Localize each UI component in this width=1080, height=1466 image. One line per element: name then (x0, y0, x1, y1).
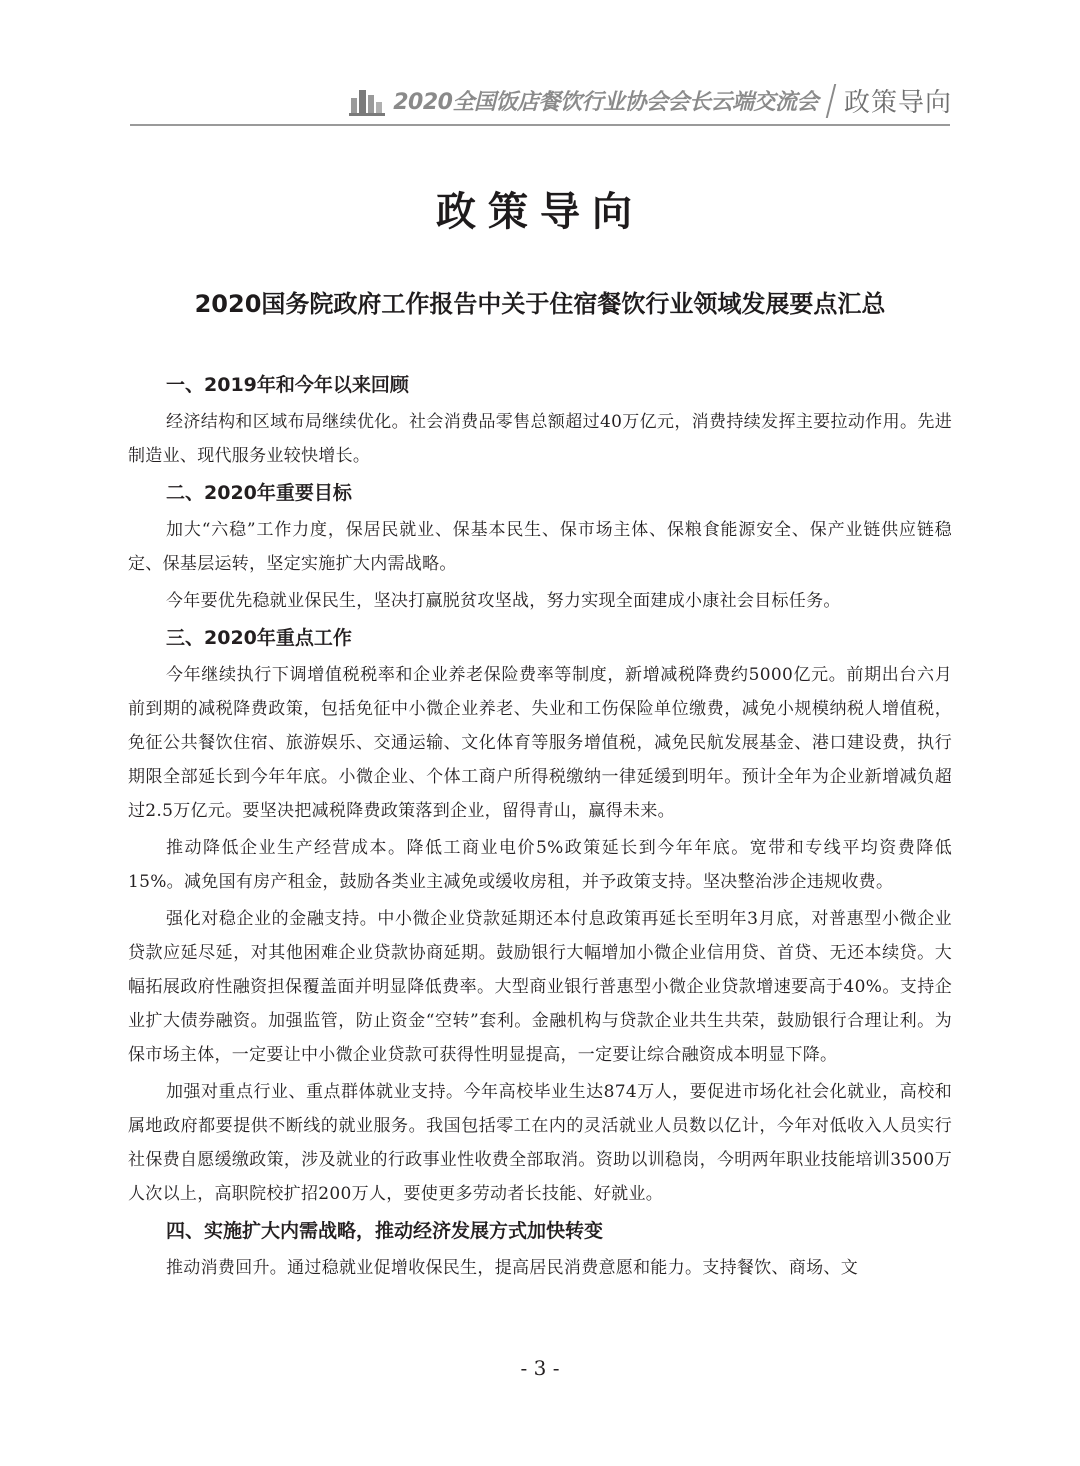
event-title: 2020全国饭店餐饮行业协会会长云端交流会 (393, 90, 818, 115)
paragraph: 今年要优先稳就业保民生，坚决打赢脱贫攻坚战，努力实现全面建成小康社会目标任务。 (166, 591, 841, 611)
paragraph: 推动消费回升。通过稳就业促增收保民生，提高居民消费意愿和能力。支持餐饮、商场、文 (166, 1258, 858, 1278)
building-logo-icon (349, 86, 385, 116)
paragraph: 推动降低企业生产经营成本。降低工商业电价5%政策延长到今年年底。宽带和专线平均资费降低15%。减免国有房产租金，鼓励各类业主减免或缓收房租，并予政策支持。坚决整治涉企违规收费。 (128, 838, 952, 892)
section-heading: 四、实施扩大内需战略，推动经济发展方式加快转变 (166, 1220, 604, 1242)
paragraph: 加强对重点行业、重点群体就业支持。今年高校毕业生达874万人，要促进市场化社会化就业，高校和属地政府都要提供不断线的就业服务。我国包括零工在内的灵活就业人员数以亿计，今年对低收入人员实行社保费自愿缓缴政策，涉及就业的行政事业性收费全部取消。资助以训稳岗，今明两年职业技能培训3500万人次以上，高职院校扩招200万人，要使更多劳动者长技能、好就业。 (128, 1082, 952, 1204)
paragraph: 今年继续执行下调增值税税率和企业养老保险费率等制度，新增减税降费约5000亿元。前期出台六月前到期的减税降费政策，包括免征中小微企业养老、失业和工伤保险单位缴费，减免小规模纳税人增值税，免征公共餐饮住宿、旅游娱乐、交通运输、文化体育等服务增值税，减免民航发展基金、港口建设费，执行期限全部延长到今年年底。小微企业、个体工商户所得税缴纳一律延缓到明年。预计全年为企业新增减负超过2.5万亿元。要坚决把减税降费政策落到企业，留得青山，赢得未来。 (128, 665, 952, 821)
running-header (349, 82, 952, 119)
header-section-label: 政策导向 (843, 88, 952, 118)
header-rule (130, 124, 950, 126)
body-content (128, 368, 952, 1288)
paragraph: 加大“六稳”工作力度，保居民就业、保基本民生、保市场主体、保粮食能源安全、保产业链供应链稳定、保基层运转，坚定实施扩大内需战略。 (128, 520, 952, 574)
section-heading: 二、2020年重要目标 (166, 482, 352, 504)
section-heading: 三、2020年重点工作 (166, 627, 352, 649)
header-divider (826, 84, 836, 118)
paragraph: 经济结构和区域布局继续优化。社会消费品零售总额超过40万亿元，消费持续发挥主要拉动作用。先进制造业、现代服务业较快增长。 (128, 412, 952, 466)
section-heading: 一、2019年和今年以来回顾 (166, 374, 409, 396)
paragraph: 强化对稳企业的金融支持。中小微企业贷款延期还本付息政策再延长至明年3月底，对普惠型小微企业贷款应延尽延，对其他困难企业贷款协商延期。鼓励银行大幅增加小微企业信用贷、首贷、无还本续贷。大幅拓展政府性融资担保覆盖面并明显降低费率。大型商业银行普惠型小微企业贷款增速要高于40%。支持企业扩大债券融资。加强监管，防止资金“空转”套利。金融机构与贷款企业共生共荣，鼓励银行合理让利。为保市场主体，一定要让中小微企业贷款可获得性明显提高，一定要让综合融资成本明显下降。 (128, 909, 952, 1065)
page-number: - 3 - (520, 1356, 560, 1380)
document-subtitle: 2020国务院政府工作报告中关于住宿餐饮行业领域发展要点汇总 (194, 290, 886, 318)
page-title: 政策导向 (436, 188, 644, 235)
